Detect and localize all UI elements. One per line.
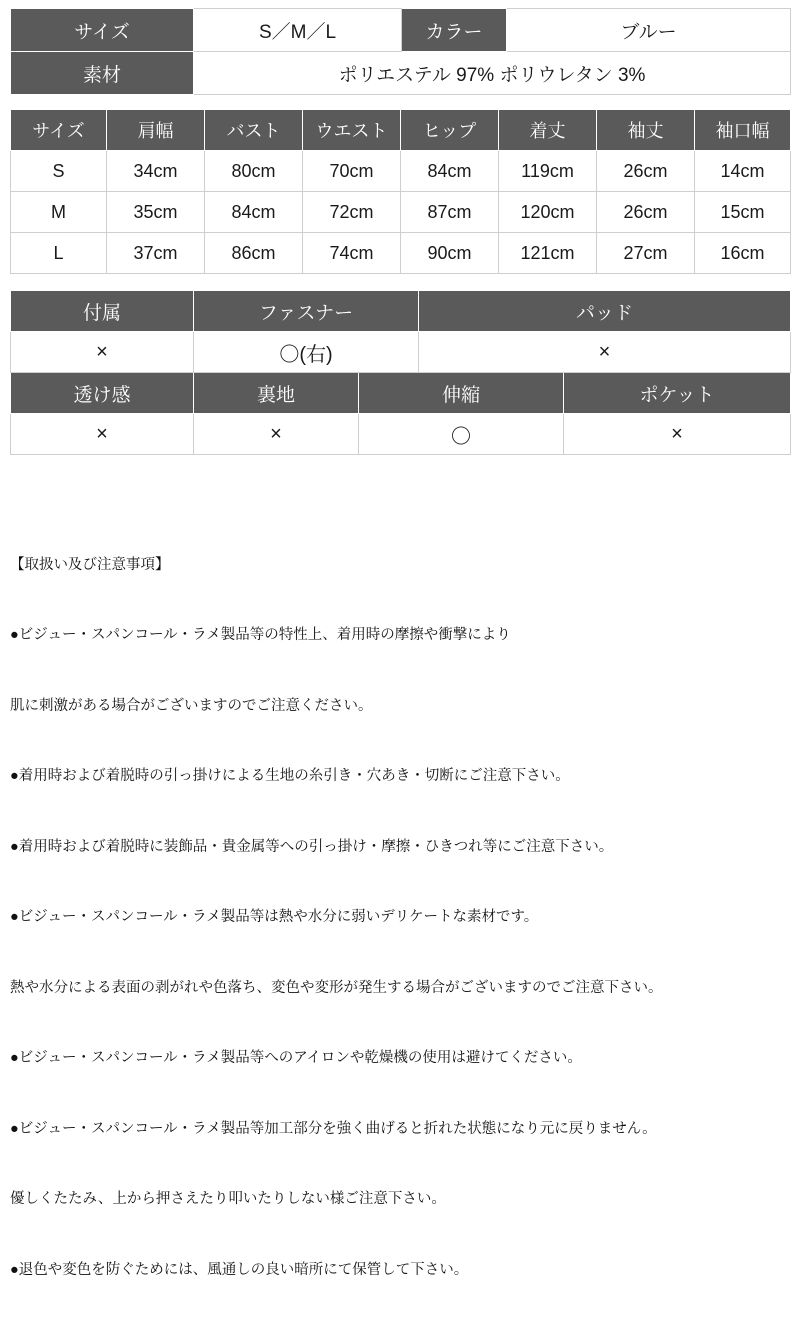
size-row-l-label: L (11, 233, 107, 274)
spec-material-header: 素材 (11, 52, 194, 95)
attr-value-pocket: × (564, 414, 791, 455)
table-row (11, 151, 791, 192)
size-col-header-2: バスト (205, 110, 303, 151)
care-note-line: ●着用時および着脱時の引っ掛けによる生地の糸引き・穴あき・切断にご注意下さい。 (10, 768, 570, 785)
attr-header-accessory: 付属 (11, 291, 194, 332)
attr-header-lining: 裏地 (194, 373, 359, 414)
spec-size-header: サイズ (11, 9, 194, 52)
care-instructions (10, 507, 790, 1329)
size-row-m-bust: 84cm (205, 192, 303, 233)
care-note-line: ●退色や変色を防ぐためには、風通しの良い暗所にて保管して下さい。 (10, 1261, 469, 1278)
size-row-l-shoulder: 37cm (107, 233, 205, 274)
size-row-l-hip: 90cm (401, 233, 499, 274)
attr-value-lining: × (194, 414, 359, 455)
size-row-m-waist: 72cm (303, 192, 401, 233)
spec-color-value: ブルー (507, 9, 791, 52)
size-row-s-waist: 70cm (303, 151, 401, 192)
table-row (11, 233, 791, 274)
care-note-line: ●ビジュー・スパンコール・ラメ製品等へのアイロンや乾燥機の使用は避けてください。 (10, 1050, 582, 1067)
size-row-l-sleeve: 27cm (597, 233, 695, 274)
care-note-line: ●着用時および着脱時に装飾品・貴金属等への引っ掛け・摩擦・ひきつれ等にご注意下さい。 (10, 838, 614, 855)
table-row (11, 9, 791, 52)
care-note-line: 肌に刺激がある場合がございますのでご注意ください。 (10, 697, 373, 714)
size-row-m-shoulder: 35cm (107, 192, 205, 233)
size-row-s-shoulder: 34cm (107, 151, 205, 192)
size-row-m-cuff: 15cm (695, 192, 791, 233)
attr-value-sheer: × (11, 414, 194, 455)
size-col-header-3: ウエスト (303, 110, 401, 151)
care-note-line: ●ビジュー・スパンコール・ラメ製品等の特性上、着用時の摩擦や衝撃により (10, 627, 511, 644)
size-row-l-cuff: 16cm (695, 233, 791, 274)
attr-value-pad: × (419, 332, 791, 373)
attr-header-sheer: 透け感 (11, 373, 194, 414)
spec-size-value: S／M／L (194, 9, 402, 52)
size-col-header-6: 袖丈 (597, 110, 695, 151)
size-row-s-cuff: 14cm (695, 151, 791, 192)
size-row-s-hip: 84cm (401, 151, 499, 192)
size-row-s-length: 119cm (499, 151, 597, 192)
size-col-header-5: 着丈 (499, 110, 597, 151)
care-note-line: 優しくたたみ、上から押さえたり叩いたりしない様ご注意下さい。 (10, 1191, 446, 1208)
spec-summary-table (10, 8, 791, 95)
table-row (11, 414, 791, 455)
table-row (11, 192, 791, 233)
attr-value-accessory: × (11, 332, 194, 373)
size-col-header-1: 肩幅 (107, 110, 205, 151)
table-row (11, 52, 791, 95)
size-measurement-table (10, 109, 791, 274)
attr-value-stretch: 〇 (359, 414, 564, 455)
attr-header-stretch: 伸縮 (359, 373, 564, 414)
size-row-l-length: 121cm (499, 233, 597, 274)
attribute-table (10, 290, 791, 455)
size-row-m-hip: 87cm (401, 192, 499, 233)
size-row-l-bust: 86cm (205, 233, 303, 274)
table-header-row (11, 291, 791, 332)
size-row-s-label: S (11, 151, 107, 192)
size-row-m-label: M (11, 192, 107, 233)
care-note-line: ●ビジュー・スパンコール・ラメ製品等加工部分を強く曲げると折れた状態になり元に戻りません。 (10, 1120, 657, 1137)
size-row-m-length: 120cm (499, 192, 597, 233)
size-row-m-sleeve: 26cm (597, 192, 695, 233)
care-note-line: 熱や水分による表面の剥がれや色落ち、変色や変形が発生する場合がございますのでご注意下さい。 (10, 979, 663, 996)
attr-header-pocket: ポケット (564, 373, 791, 414)
care-note-line: ●ビジュー・スパンコール・ラメ製品等は熱や水分に弱いデリケートな素材です。 (10, 909, 539, 926)
attr-value-zipper: 〇(右) (194, 332, 419, 373)
attr-header-pad: パッド (419, 291, 791, 332)
spec-material-value: ポリエステル 97% ポリウレタン 3% (194, 52, 791, 95)
size-row-s-bust: 80cm (205, 151, 303, 192)
size-col-header-4: ヒップ (401, 110, 499, 151)
size-row-s-sleeve: 26cm (597, 151, 695, 192)
table-header-row (11, 110, 791, 151)
size-col-header-0: サイズ (11, 110, 107, 151)
table-row (11, 332, 791, 373)
size-row-l-waist: 74cm (303, 233, 401, 274)
table-header-row (11, 373, 791, 414)
spec-color-header: カラー (402, 9, 507, 52)
attr-header-zipper: ファスナー (194, 291, 419, 332)
size-col-header-7: 袖口幅 (695, 110, 791, 151)
care-instructions-title: 【取扱い及び注意事項】 (10, 556, 170, 573)
